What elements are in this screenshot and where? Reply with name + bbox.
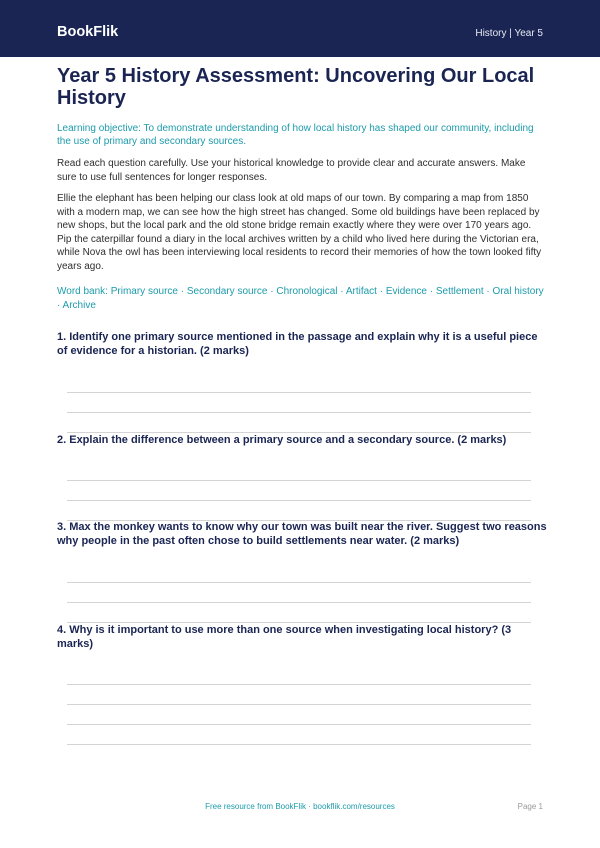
answer-line[interactable] xyxy=(67,684,531,685)
instructions-text: Read each question carefully. Use your historical knowledge to provide clear and accurate answers. Make sure to use full sentences for longer responses. xyxy=(57,158,526,183)
question-2: 2. Explain the difference between a primary source and a secondary source. (2 marks) xyxy=(57,434,507,446)
word-bank: Word bank: Primary source · Secondary source · Chronological · Artifact · Evidence · Settlement · Oral history · Archive xyxy=(57,286,544,311)
brand-logo[interactable]: BookFlik xyxy=(57,24,119,40)
answer-line[interactable] xyxy=(67,724,531,725)
answer-line[interactable] xyxy=(67,744,531,745)
answer-line[interactable] xyxy=(67,480,531,481)
question-4: 4. Why is it important to use more than one source when investigating local history? (3 marks) xyxy=(57,624,512,650)
footer-resource-link[interactable]: Free resource from BookFlik · bookflik.com/resources xyxy=(205,802,395,811)
header-bar xyxy=(0,0,600,57)
answer-line[interactable] xyxy=(67,392,531,393)
answer-line[interactable] xyxy=(67,602,531,603)
question-1: 1. Identify one primary source mentioned in the passage and explain why it is a useful piece of evidence for a historian. (2 marks) xyxy=(57,331,538,357)
page-number: Page 1 xyxy=(517,802,543,811)
learning-objective: Learning objective: To demonstrate understanding of how local history has shaped our community, including the use of primary and secondary sources. xyxy=(57,123,534,147)
answer-line[interactable] xyxy=(67,500,531,501)
answer-line[interactable] xyxy=(67,704,531,705)
reading-passage: Ellie the elephant has been helping our class look at old maps of our town. By comparing a map from 1850 with a modern map, we can see how the high street has changed. Some old buildings have been replaced by new shops, but the local park and the old stone bridge remain exactly where they were over 170 years ago. Pip the caterpillar found a diary in the local archives written by a child who lived here during the Victorian era, while Nova the owl has been interviewing local residents to record their memories of how the town looked fifty years ago. xyxy=(57,193,542,272)
answer-line[interactable] xyxy=(67,412,531,413)
page-title: Year 5 History Assessment: Uncovering Our Local History xyxy=(57,65,535,109)
answer-line[interactable] xyxy=(67,582,531,583)
subject-label: History | Year 5 xyxy=(475,28,543,39)
question-3: 3. Max the monkey wants to know why our town was built near the river. Suggest two reasons why people in the past often chose to build settlements near water. (2 marks) xyxy=(57,521,547,547)
